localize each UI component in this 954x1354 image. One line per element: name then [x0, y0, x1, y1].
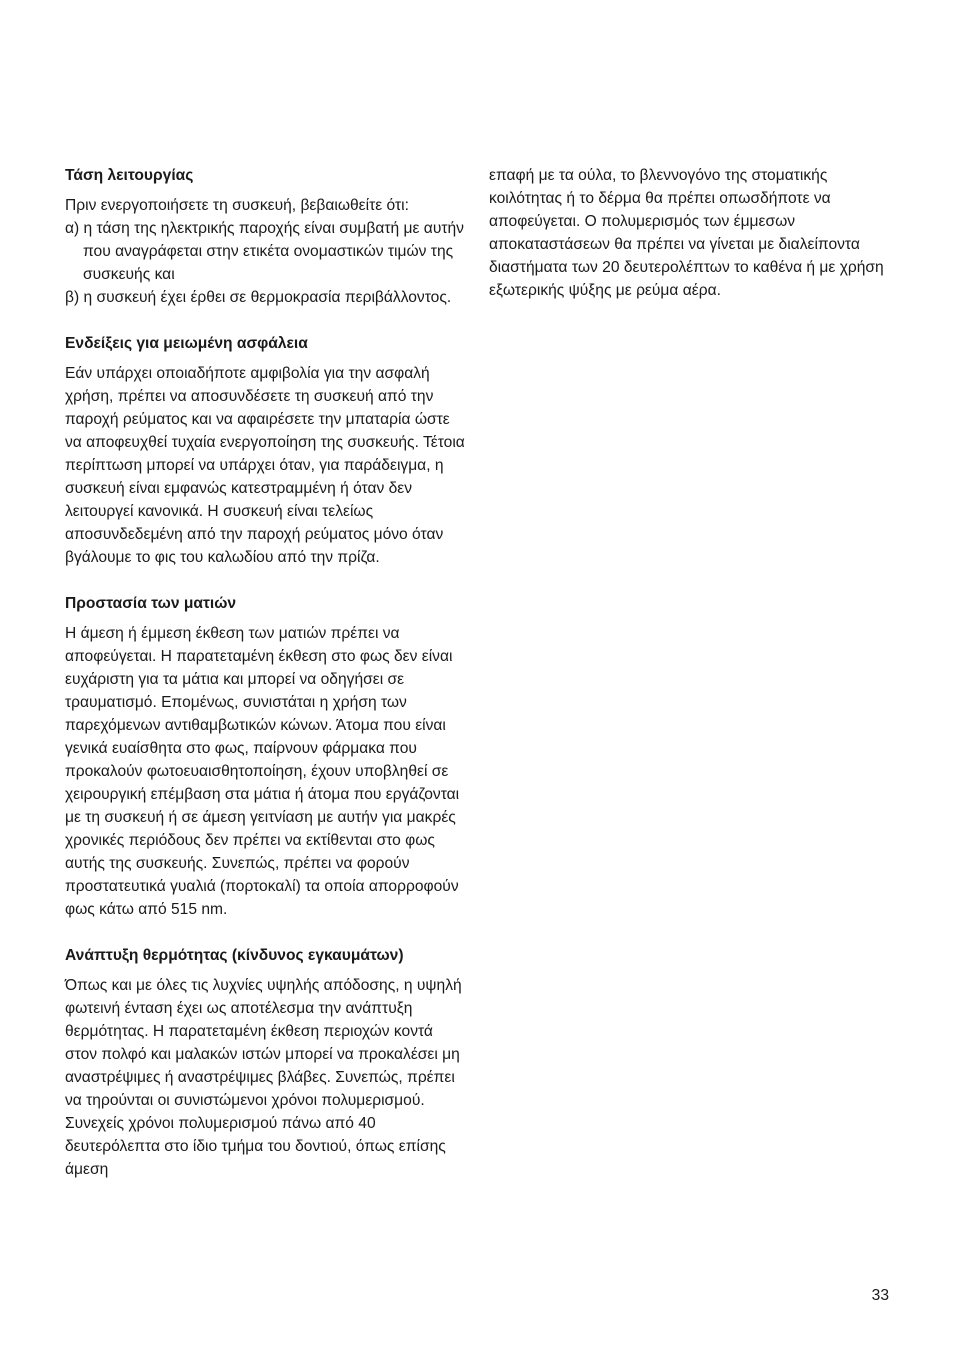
- section-heat-development: [65, 944, 467, 1181]
- list-item: α) η τάση της ηλεκτρικής παροχής είναι συμβατή με αυτήν που αναγράφεται στην ετικέτα ονομαστικών τιμών της συσκευής και: [65, 220, 464, 283]
- left-column: [65, 164, 467, 1181]
- section-reduced-safety: [65, 332, 467, 569]
- page-number: 33: [871, 1287, 889, 1304]
- section-heading: Προστασία των ματιών: [65, 595, 237, 612]
- section-body: Όπως και με όλες τις λυχνίες υψηλής απόδοσης, η υψηλή φωτεινή ένταση έχει ως αποτέλεσμα την ανάπτυξη θερμότητας. Η παρατεταμένη έκθεση περιοχών κοντά στον πολφό και μαλακών ιστών μπορεί να προκαλέσει μη αναστρέψιμες ή αναστρέψιμες βλάβες. Συνεπώς, πρέπει να τηρούνται οι συνιστώμενοι χρόνοι πολυμερισμού. Συνεχείς χρόνοι πολυμερισμού πάνω από 40 δευτερόλεπτα στο ίδιο τμήμα του δοντιού, όπως επίσης άμεση: [65, 977, 462, 1178]
- section-eye-protection: [65, 592, 467, 921]
- section-intro: Πριν ενεργοποιήσετε τη συσκευή, βεβαιωθείτε ότι:: [65, 197, 409, 214]
- section-operating-voltage: [65, 164, 467, 309]
- section-heading: Τάση λειτουργίας: [65, 167, 194, 184]
- right-column: [489, 164, 899, 302]
- section-heading: Ενδείξεις για μειωμένη ασφάλεια: [65, 335, 308, 352]
- continuation-text: επαφή με τα ούλα, το βλεννογόνο της στοματικής κοιλότητας ή το δέρμα θα πρέπει οπωσδήποτε να αποφεύγεται. Ο πολυμερισμός των έμμεσων αποκαταστάσεων θα πρέπει να γίνεται με διαλείποντα διαστήματα των 20 δευτερολέπτων το καθένα ή με χρήση εξωτερικής ψύξης με ρεύμα αέρα.: [489, 167, 884, 299]
- section-body: Η άμεση ή έμμεση έκθεση των ματιών πρέπει να αποφεύγεται. Η παρατεταμένη έκθεση στο φως δεν είναι ευχάριστη για τα μάτια και μπορεί να οδηγήσει σε τραυματισμό. Επομένως, συνιστάται η χρήση των παρεχόμενων αντιθαμβωτικών κώνων. Άτομα που είναι γενικά ευαίσθητα στο φως, παίρνουν φάρμακα που προκαλούν φωτοευαισθητοποίηση, έχουν υποβληθεί σε χειρουργική επέμβαση στα μάτια ή άτομα που εργάζονται με τη συσκευή ή σε άμεση γειτνίαση με αυτήν για μακρές χρονικές περιόδους δεν πρέπει να εκτίθενται στο φως αυτής της συσκευής. Συνεπώς, πρέπει να φορούν προστατευτικά γυαλιά (πορτοκαλί) τα οποία απορροφούν φως κάτω από 515 nm.: [65, 625, 460, 918]
- section-heading: Ανάπτυξη θερμότητας (κίνδυνος εγκαυμάτων): [65, 947, 404, 964]
- list-item: β) η συσκευή έχει έρθει σε θερμοκρασία περιβάλλοντος.: [65, 289, 452, 306]
- section-body: Εάν υπάρχει οποιαδήποτε αμφιβολία για την ασφαλή χρήση, πρέπει να αποσυνδέσετε τη συσκευή από την παροχή ρεύματος και να αφαιρέσετε την μπαταρία ώστε να αποφευχθεί τυχαία ενεργοποίηση της συσκευής. Τέτοια περίπτωση μπορεί να υπάρχει όταν, για παράδειγμα, η συσκευή είναι εμφανώς κατεστραμμένη ή όταν δεν λειτουργεί κανονικά. Η συσκευή είναι τελείως αποσυνδεδεμένη από την παροχή ρεύματος μόνο όταν βγάλουμε το φις του καλωδίου από την πρίζα.: [65, 365, 465, 566]
